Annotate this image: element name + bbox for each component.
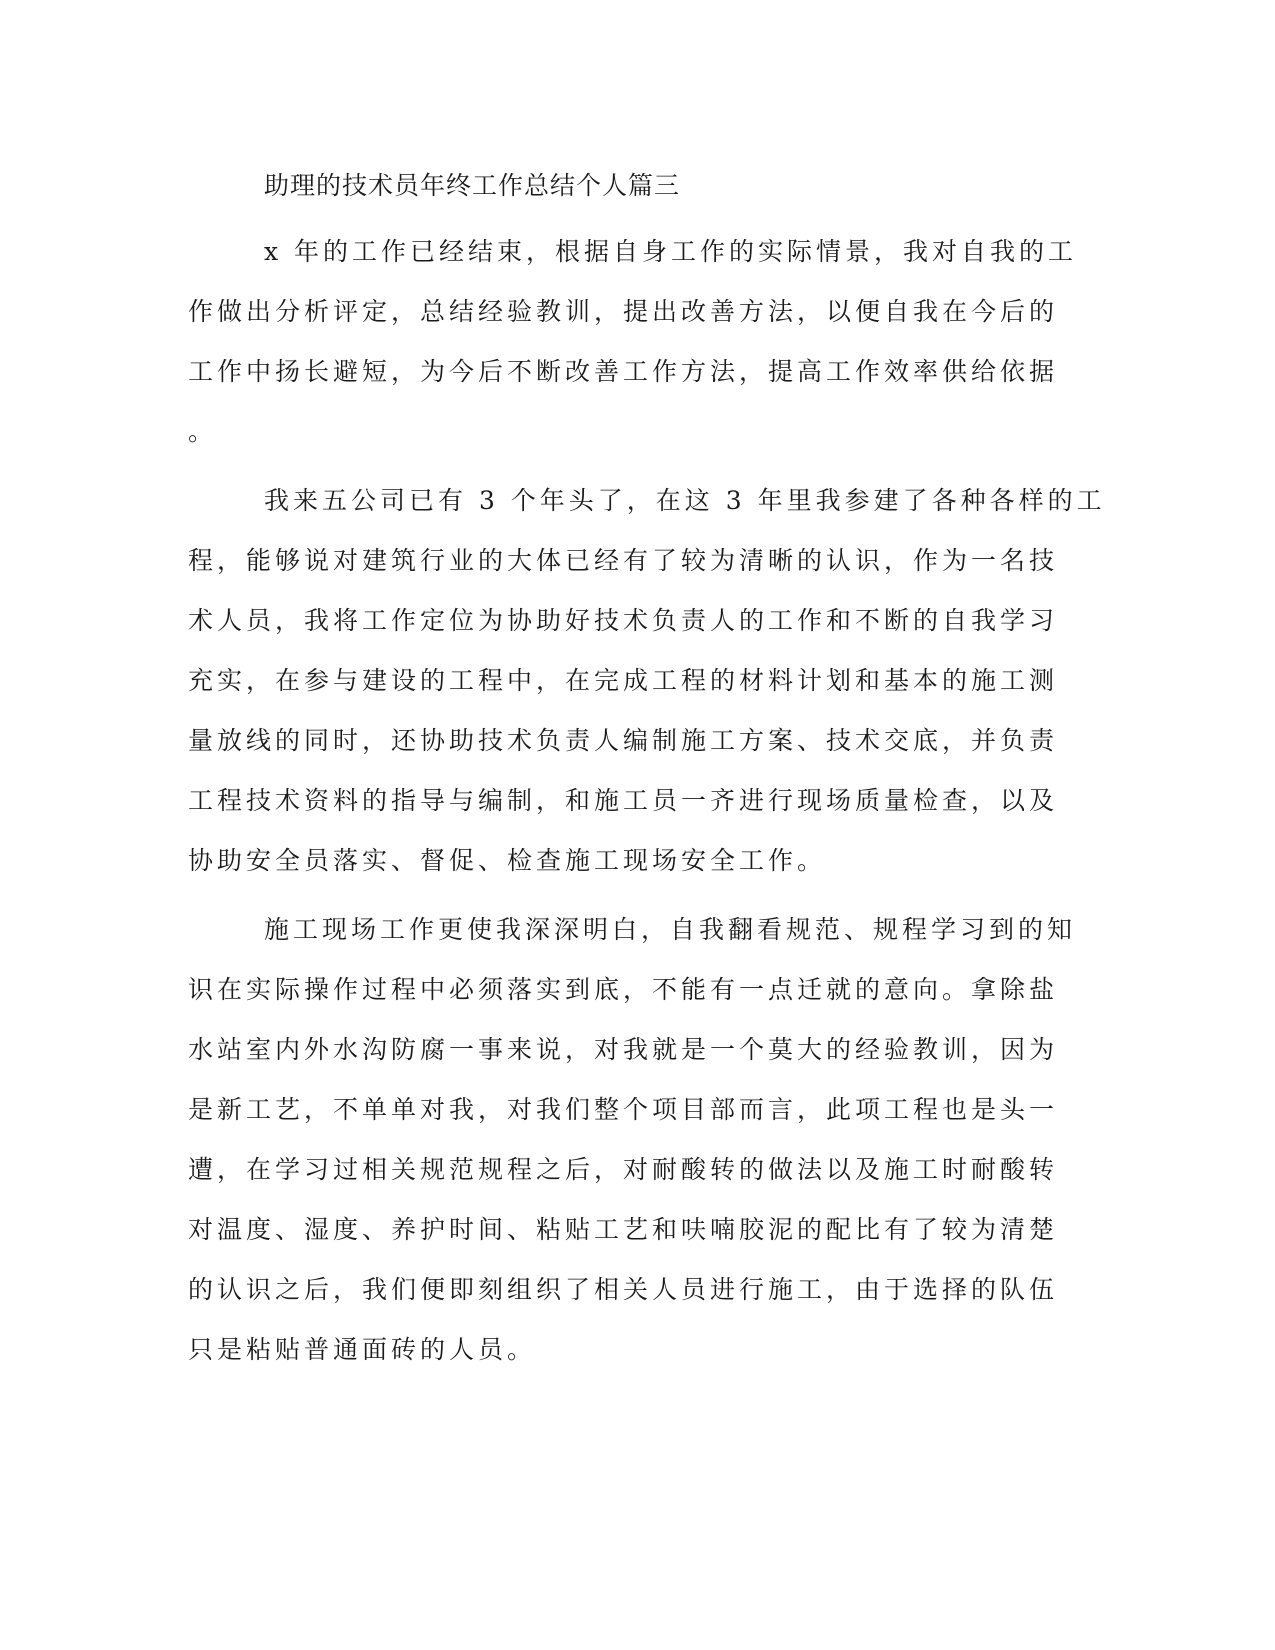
paragraph-line: 术人员，我将工作定位为协助好技术负责人的工作和不断的自我学习 (188, 606, 1059, 635)
paragraph-line: 工程技术资料的指导与编制，和施工员一齐进行现场质量检查，以及 (188, 786, 1059, 815)
paragraph-line: 我来五公司已有 3 个年头了，在这 3 年里我参建了各种各样的工 (264, 486, 1106, 515)
paragraph-line: 对温度、湿度、养护时间、粘贴工艺和呋喃胶泥的配比有了较为清楚 (188, 1215, 1059, 1244)
paragraph-line: 量放线的同时，还协助技术负责人编制施工方案、技术交底，并负责 (188, 726, 1059, 755)
paragraph-line: 工作中扬长避短，为今后不断改善工作方法，提高工作效率供给依据 (188, 357, 1059, 386)
paragraph-line: 作做出分析评定，总结经验教训，提出改善方法，以便自我在今后的 (188, 297, 1059, 326)
paragraph-3 (188, 900, 1077, 1380)
paragraph-line: 是新工艺，不单单对我，对我们整个项目部而言，此项工程也是头一 (188, 1095, 1059, 1124)
paragraph-line: 施工现场工作更使我深深明白，自我翻看规范、规程学习到的知 (264, 915, 1077, 944)
paragraph-line: 识在实际操作过程中必须落实到底，不能有一点迁就的意向。拿除盐 (188, 975, 1059, 1004)
paragraph-line: 程，能够说对建筑行业的大体已经有了较为清晰的认识，作为一名技 (188, 546, 1059, 575)
paragraph-line: 充实，在参与建设的工程中，在完成工程的材料计划和基本的施工测 (188, 666, 1059, 695)
paragraph-line: 协助安全员落实、督促、检查施工现场安全工作。 (188, 846, 827, 875)
paragraph-line: 。 (188, 417, 218, 446)
paragraph-line: 只是粘贴普通面砖的人员。 (188, 1335, 537, 1364)
paragraph-1 (188, 222, 1078, 462)
paragraph-line: 遭，在学习过相关规范规程之后，对耐酸转的做法以及施工时耐酸转 (188, 1155, 1059, 1184)
paragraph-line: x 年的工作已经结束，根据自身工作的实际情景，我对自我的工 (264, 237, 1078, 266)
document-title: 助理的技术员年终工作总结个人篇三 (264, 171, 681, 200)
paragraph-2 (188, 471, 1106, 891)
paragraph-line: 的认识之后，我们便即刻组织了相关人员进行施工，由于选择的队伍 (188, 1275, 1059, 1304)
paragraph-line: 水站室内外水沟防腐一事来说，对我就是一个莫大的经验教训，因为 (188, 1035, 1059, 1064)
document-body (188, 166, 1106, 1380)
